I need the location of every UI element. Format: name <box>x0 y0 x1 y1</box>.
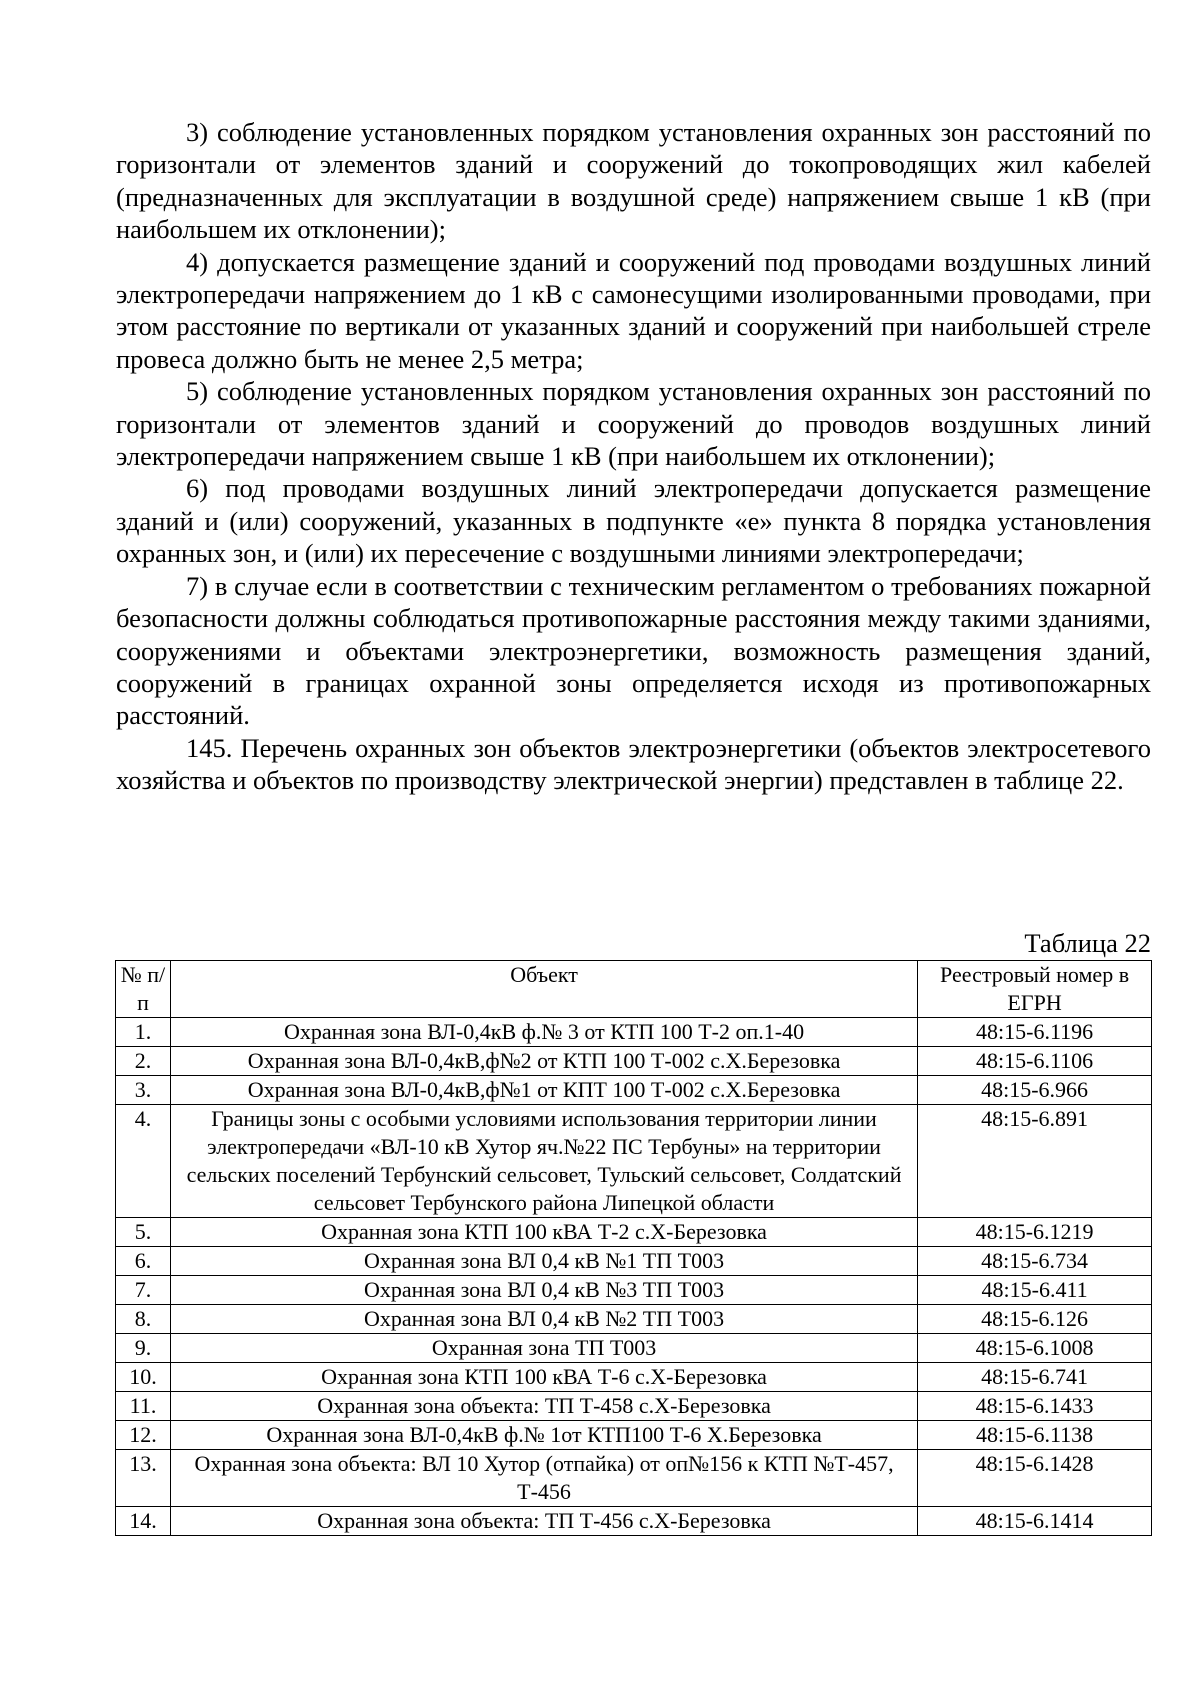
row-registry-number: 48:15-6.1428 <box>918 1450 1152 1507</box>
row-object: Охранная зона ВЛ-0,4кВ,ф№1 от КПТ 100 Т-002 с.Х.Березовка <box>170 1076 917 1105</box>
row-number: 10. <box>116 1363 171 1392</box>
row-number: 13. <box>116 1450 171 1507</box>
table-row <box>116 1276 1152 1305</box>
row-object: Охранная зона объекта: ТП Т-458 с.Х-Березовка <box>170 1392 917 1421</box>
row-object: Охранная зона ТП Т003 <box>170 1334 917 1363</box>
table-row <box>116 1421 1152 1450</box>
row-number: 1. <box>116 1018 171 1047</box>
row-object: Охранная зона КТП 100 кВА Т-2 с.Х-Березовка <box>170 1218 917 1247</box>
row-registry-number: 48:15-6.891 <box>918 1105 1152 1218</box>
row-number: 3. <box>116 1076 171 1105</box>
row-object: Охранная зона ВЛ-0,4кВ,ф№2 от КТП 100 Т-002 с.Х.Березовка <box>170 1047 917 1076</box>
table-row <box>116 1218 1152 1247</box>
table-row <box>116 1047 1152 1076</box>
row-number: 11. <box>116 1392 171 1421</box>
table-row <box>116 1018 1152 1047</box>
row-registry-number: 48:15-6.734 <box>918 1247 1152 1276</box>
row-number: 12. <box>116 1421 171 1450</box>
row-object: Охранная зона объекта: ВЛ 10 Хутор (отпайка) от оп№156 к КТП №Т-457, Т-456 <box>170 1450 917 1507</box>
row-registry-number: 48:15-6.966 <box>918 1076 1152 1105</box>
row-number: 9. <box>116 1334 171 1363</box>
table-row <box>116 1076 1152 1105</box>
table-row <box>116 1305 1152 1334</box>
row-object: Охранная зона объекта: ТП Т-456 с.Х-Березовка <box>170 1507 917 1536</box>
paragraph-item-7: 7) в случае если в соответствии с техническим регламентом о требованиях пожарной безопасности должны соблюдаться противопожарные расстояния между такими зданиями, сооружениями и объектами электроэнергетики, возможность размещения зданий, сооружений в границах охранной зоны определяется исходя из противопожарных расстояний. <box>116 570 1151 731</box>
row-number: 5. <box>116 1218 171 1247</box>
row-number: 2. <box>116 1047 171 1076</box>
protection-zones-table <box>115 960 1152 1536</box>
row-registry-number: 48:15-6.1433 <box>918 1392 1152 1421</box>
row-registry-number: 48:15-6.1106 <box>918 1047 1152 1076</box>
table-row <box>116 1392 1152 1421</box>
body-text <box>116 116 1151 797</box>
paragraph-item-5: 5) соблюдение установленных порядком установления охранных зон расстояний по горизонтали от элементов зданий и сооружений до проводов воздушных линий электропередачи напряжением свыше 1 кВ (при наибольшем их отклонении); <box>116 376 1151 472</box>
row-object: Охранная зона КТП 100 кВА Т-6 с.Х-Березовка <box>170 1363 917 1392</box>
row-registry-number: 48:15-6.741 <box>918 1363 1152 1392</box>
table-header-row <box>116 961 1152 1018</box>
row-number: 14. <box>116 1507 171 1536</box>
row-registry-number: 48:15-6.1219 <box>918 1218 1152 1247</box>
row-object: Охранная зона ВЛ 0,4 кВ №2 ТП Т003 <box>170 1305 917 1334</box>
header-registry-number: Реестровый номер в ЕГРН <box>918 961 1152 1018</box>
row-number: 4. <box>116 1105 171 1218</box>
paragraph-145: 145. Перечень охранных зон объектов электроэнергетики (объектов электросетевого хозяйства и объектов по производству электрической энергии) представлен в таблице 22. <box>116 732 1151 796</box>
table-row <box>116 1105 1152 1218</box>
row-object: Охранная зона ВЛ-0,4кВ ф.№ 3 от КТП 100 Т-2 оп.1-40 <box>170 1018 917 1047</box>
row-number: 6. <box>116 1247 171 1276</box>
paragraph-item-4: 4) допускается размещение зданий и сооружений под проводами воздушных линий электропередачи напряжением до 1 кВ с самонесущими изолированными проводами, при этом расстояние по вертикали от указанных зданий и сооружений при наибольшей стреле провеса должно быть не менее 2,5 метра; <box>116 246 1151 374</box>
header-number: № п/п <box>116 961 171 1018</box>
row-registry-number: 48:15-6.1138 <box>918 1421 1152 1450</box>
row-object: Охранная зона ВЛ 0,4 кВ №3 ТП Т003 <box>170 1276 917 1305</box>
row-object: Границы зоны с особыми условиями использования территории линии электропередачи «ВЛ-10 кВ Хутор яч.№22 ПС Тербуны» на территории сельских поселений Тербунский сельсовет, Тульский сельсовет, Солдатский сельсовет Тербунского района Липецкой области <box>170 1105 917 1218</box>
row-number: 8. <box>116 1305 171 1334</box>
table-row <box>116 1507 1152 1536</box>
row-number: 7. <box>116 1276 171 1305</box>
table-row <box>116 1247 1152 1276</box>
header-object: Объект <box>170 961 917 1018</box>
table-caption: Таблица 22 <box>1024 928 1151 958</box>
row-registry-number: 48:15-6.411 <box>918 1276 1152 1305</box>
paragraph-item-6: 6) под проводами воздушных линий электропередачи допускается размещение зданий и (или) сооружений, указанных в подпункте «е» пункта 8 порядка установления охранных зон, и (или) их пересечение с воздушными линиями электропередачи; <box>116 473 1151 569</box>
row-registry-number: 48:15-6.1196 <box>918 1018 1152 1047</box>
row-registry-number: 48:15-6.1414 <box>918 1507 1152 1536</box>
table-row <box>116 1363 1152 1392</box>
row-registry-number: 48:15-6.1008 <box>918 1334 1152 1363</box>
row-object: Охранная зона ВЛ-0,4кВ ф.№ 1от КТП100 Т-6 Х.Березовка <box>170 1421 917 1450</box>
table-row <box>116 1334 1152 1363</box>
paragraph-item-3: 3) соблюдение установленных порядком установления охранных зон расстояний по горизонтали от элементов зданий и сооружений до токопроводящих жил кабелей (предназначенных для эксплуатации в воздушной среде) напряжением свыше 1 кВ (при наибольшем их отклонении); <box>116 117 1151 245</box>
row-object: Охранная зона ВЛ 0,4 кВ №1 ТП Т003 <box>170 1247 917 1276</box>
row-registry-number: 48:15-6.126 <box>918 1305 1152 1334</box>
table-row <box>116 1450 1152 1507</box>
